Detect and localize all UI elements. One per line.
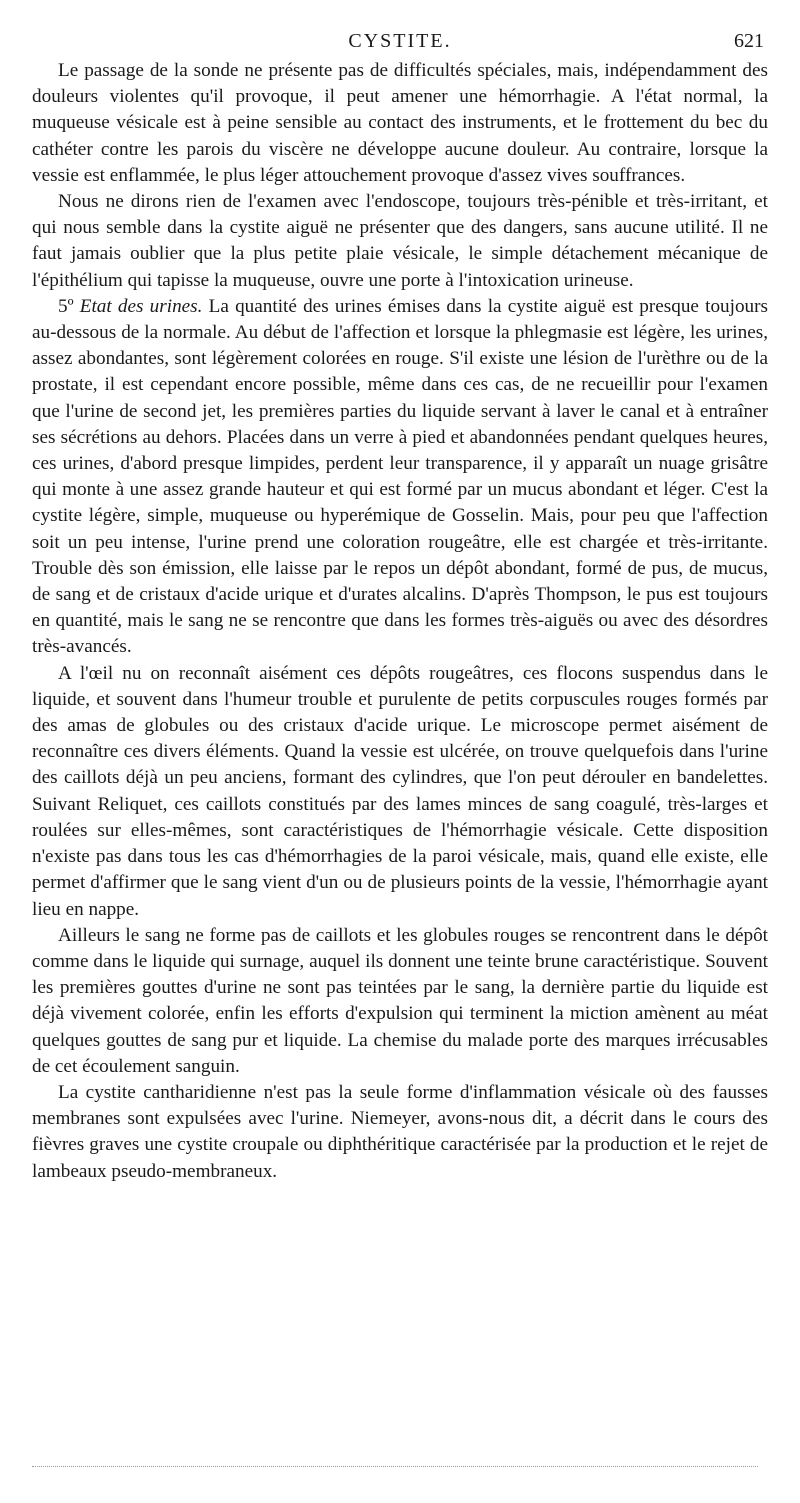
paragraph-depots: A l'œil nu on reconnaît aisément ces dépôts rougeâtres, ces flocons suspendus dans le liquide, et souvent dans l'humeur trouble et purulente de petits corpuscules rouges formés par des amas de globules ou des cristaux d'acide urique. Le microscope permet aisément de reconnaître ces divers éléments. Quand la vessie est ulcérée, on trouve quelquefois dans l'urine des caillots déjà un peu anciens, formant des cylindres, que l'on peut dérouler en bandelettes. Suivant Reliquet, ces caillots constitués par des lames minces de sang coagulé, très-larges et roulées sur elles-mêmes, sont caractéristiques de l'hémorrhagie vésicale. Cette disposition n'existe pas dans tous les cas d'hémorrhagies de la paroi vésicale, mais, quand elle existe, elle permet d'affirmer que le sang vient d'un ou de plusieurs points de la vessie, l'hémorrhagie ayant lieu en nappe. <box>32 662 768 920</box>
running-title: CYSTITE. <box>348 30 452 52</box>
body-text <box>32 58 768 1185</box>
paragraph-cantharidienne: La cystite cantharidienne n'est pas la seule forme d'inflammation vésicale où des fausses membranes sont expulsées avec l'urine. Niemeyer, avons-nous dit, a décrit dans le cours des fièvres graves une cystite croupale ou diphthéritique caractérisée par la production et le rejet de lambeaux pseudo-membraneux. <box>32 1081 768 1182</box>
section-number: 5º <box>58 295 74 317</box>
page-number: 621 <box>734 30 764 52</box>
running-head <box>32 26 768 58</box>
section-text: La quantité des urines émises dans la cystite aiguë est presque toujours au-dessous de la normale. Au début de l'affection et lorsque la phlegmasie est légère, les urines, assez abondantes, sont légèrement colorées en rouge. S'il existe une lésion de l'urèthre ou de la prostate, il est cependant encore possible, même dans ces cas, de ne recueillir pour l'examen que l'urine de second jet, les premières parties du liquide servant à laver le canal et à entraîner ses sécrétions au dehors. Placées dans un verre à pied et abandonnées pendant quelques heures, ces urines, d'abord presque limpides, perdent leur transparence, il y apparaît un nuage grisâtre qui monte à une assez grande hauteur et qui est formé par un mucus abondant et léger. C'est la cystite légère, simple, muqueuse ou hyperémique de Gosselin. Mais, pour peu que l'affection soit un peu intense, l'urine prend une coloration rougeâtre, elle est chargée et très-irritante. Trouble dès son émission, elle laisse par le repos un dépôt abondant, formé de pus, de mucus, de sang et de cristaux d'acide urique et d'urates alcalins. D'après Thompson, le pus est toujours en quantité, mais le sang ne se rencontre que dans les formes très-aiguës ou avec des désordres très-avancés. <box>32 295 769 658</box>
paragraph-endoscope: Nous ne dirons rien de l'examen avec l'endoscope, toujours très-pénible et très-irritant, et qui nous semble dans la cystite aiguë ne présenter que des dangers, sans aucune utilité. Il ne faut jamais oublier que la plus petite plaie vésicale, le simple détachement mécanique de l'épithélium qui tapisse la muqueuse, ouvre une porte à l'intoxication urineuse. <box>32 191 768 291</box>
paragraph-caillots: Ailleurs le sang ne forme pas de caillots et les globules rouges se rencontrent dans le dépôt comme dans le liquide qui surnage, auquel ils donnent une teinte brune caractéristique. Souvent les premières gouttes d'urine ne sont pas teintées par le sang, la dernière partie du liquide est déjà vivement colorée, enfin les efforts d'expulsion qui terminent la miction amènent au méat quelques gouttes de sang pur et liquide. La chemise du malade porte des marques irrécusables de cet écoulement sanguin. <box>32 924 768 1077</box>
footer-rule <box>32 1466 758 1467</box>
paragraph-etat-des-urines <box>32 294 768 661</box>
section-heading: Etat des urines. <box>79 295 203 317</box>
book-page <box>32 26 768 1185</box>
paragraph-sonde: Le passage de la sonde ne présente pas de difficultés spéciales, mais, indépendamment des douleurs violentes qu'il provoque, il peut amener une hémorrhagie. A l'état normal, la muqueuse vésicale est à peine sensible au contact des instruments, et le frottement du bec du cathéter contre les parois du viscère ne développe aucune douleur. Au contraire, lorsque la vessie est enflammée, le plus léger attouchement provoque d'assez vives souffrances. <box>32 60 768 186</box>
